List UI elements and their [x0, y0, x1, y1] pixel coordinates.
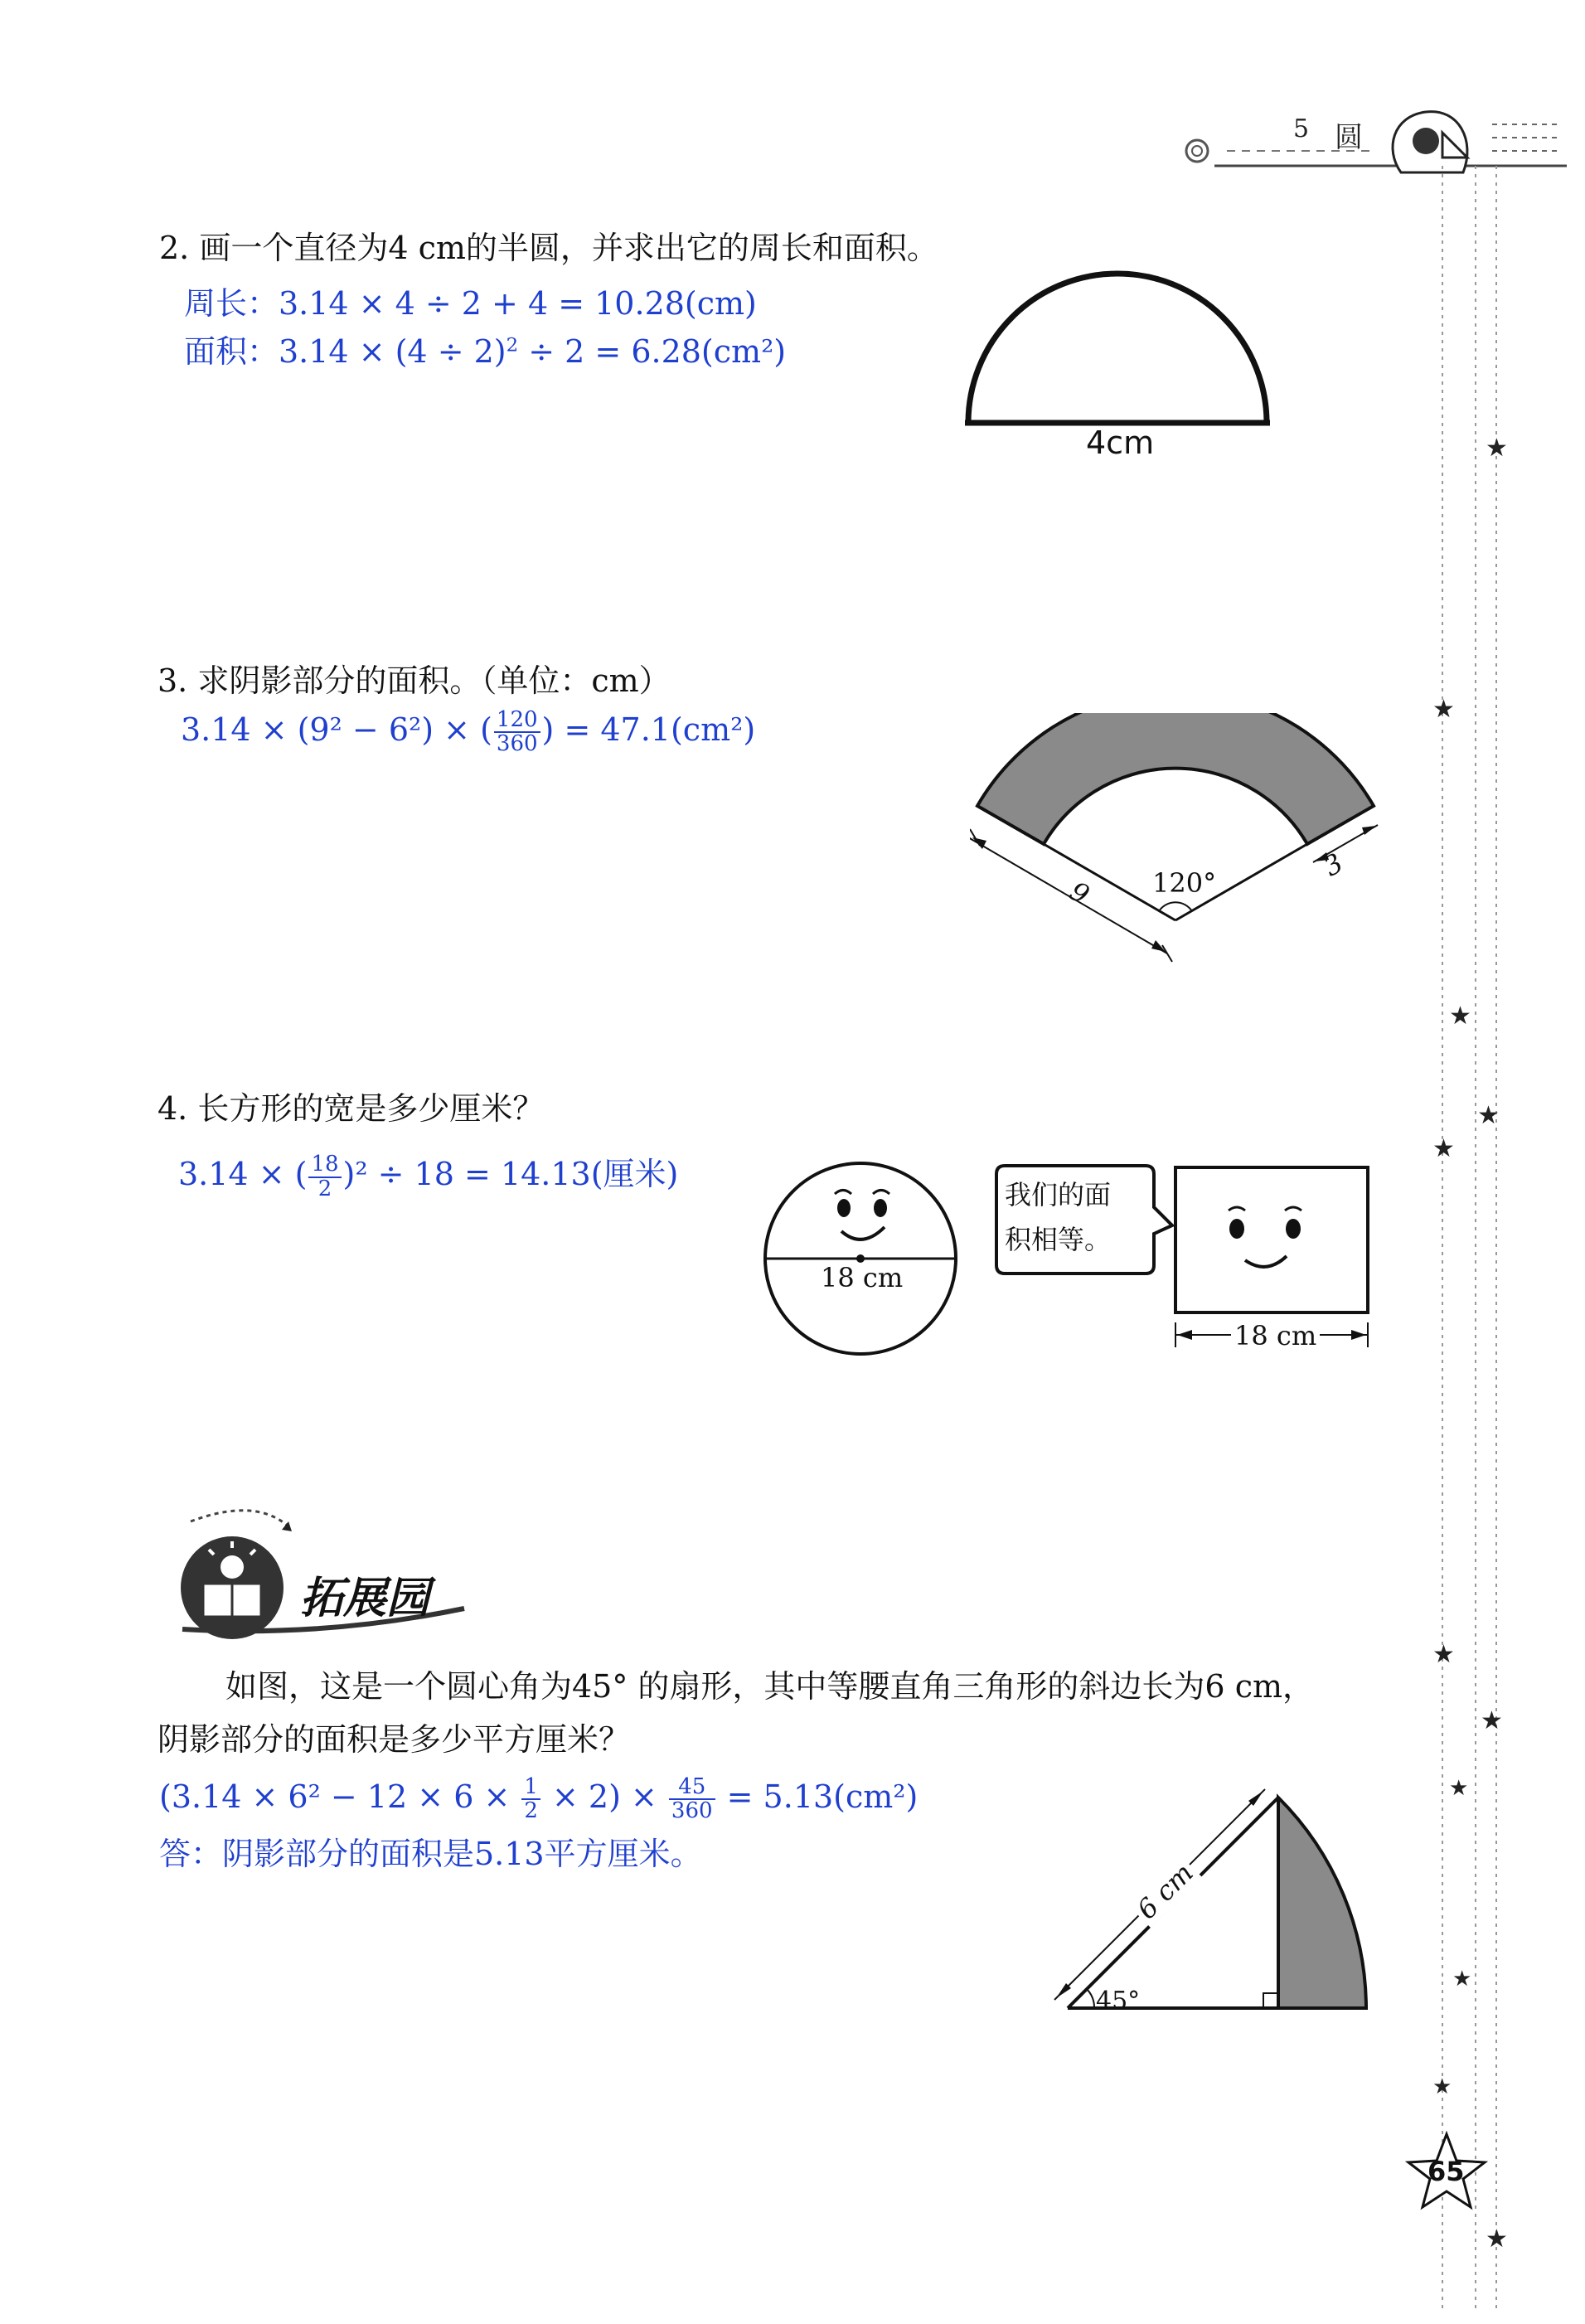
star-icon: ★: [1477, 1101, 1500, 1130]
q3-question: 3. 求阴影部分的面积。（单位：cm）: [158, 662, 671, 699]
annulus-radius-label: 9: [1064, 875, 1095, 911]
star-icon: ★: [1432, 1134, 1455, 1163]
chapter-title: 圆: [1335, 121, 1363, 154]
ext-answer-suffix: = 5.13(cm²): [716, 1778, 919, 1815]
sector-triangle-figure: [1045, 1774, 1376, 2031]
star-icon: ★: [1432, 695, 1455, 724]
extension-text-line-2: 阴影部分的面积是多少平方厘米？: [158, 1721, 631, 1758]
star-icon: ★: [1432, 2074, 1452, 2099]
extension-answer-formula: [159, 1776, 918, 1823]
chapter-number: 5: [1293, 114, 1310, 143]
ext-frac2-num: 45: [669, 1776, 715, 1800]
page-number: 65: [1427, 2156, 1465, 2187]
annulus-angle-label: 120°: [1152, 867, 1217, 899]
star-icon: ★: [1452, 1967, 1472, 1992]
q3-frac-num: 120: [494, 709, 540, 733]
q2-area-prefix: 面积：3.14 × (4 ÷ 2): [184, 333, 507, 370]
star-icon: ★: [1486, 2225, 1508, 2254]
q2-area-suffix: ÷ 2 = 6.28(cm²): [518, 333, 787, 370]
star-icon: ★: [1449, 1002, 1471, 1031]
q4-answer: [178, 1148, 678, 1201]
q2-area-exponent: 2: [506, 334, 519, 357]
ext-answer-prefix: (3.14 × 6² − 12 × 6 ×: [159, 1778, 521, 1815]
star-icon: ★: [1481, 1706, 1503, 1735]
circle-diameter-label: 18 cm: [821, 1262, 904, 1293]
extension-text-line-1: 如图，这是一个圆心角为45° 的扇形，其中等腰直角三角形的斜边长为6 cm，: [225, 1668, 1315, 1705]
q3-fraction: [494, 709, 540, 756]
q4-answer-suffix: )² ÷ 18 = 14.13(厘米): [342, 1156, 679, 1192]
q2-answer-perimeter: 周长：3.14 × 4 ÷ 2 + 4 = 10.28(cm): [184, 285, 757, 322]
star-icon: ★: [1486, 434, 1508, 463]
q4-question: 4. 长方形的宽是多少厘米？: [158, 1090, 545, 1127]
speech-line-1: 我们的面: [1005, 1179, 1112, 1211]
ext-frac2-den: 360: [671, 1798, 713, 1824]
triangle-angle-label: 45°: [1096, 1987, 1141, 2016]
q4-frac-num: 18: [308, 1153, 341, 1177]
section-title: 拓展园: [300, 1574, 430, 1623]
extension-answer-statement: 答：阴影部分的面积是5.13平方厘米。: [159, 1836, 702, 1872]
margin-decoration: [1409, 166, 1525, 2313]
ext-fraction-1: [521, 1776, 540, 1823]
annulus-width-label: 3: [1317, 847, 1349, 883]
q3-answer: [181, 709, 755, 756]
ext-answer-mid: × 2) ×: [541, 1778, 667, 1815]
hypotenuse-label: 6 cm: [1128, 1855, 1201, 1928]
ext-frac1-num: 1: [521, 1776, 540, 1800]
square-side-label: 18 cm: [1231, 1320, 1320, 1351]
ext-fraction-2: [669, 1776, 715, 1823]
q3-answer-prefix: 3.14 × (9² − 6²) × (: [181, 711, 492, 748]
circle-face-figure: [759, 1157, 966, 1364]
q4-answer-prefix: 3.14 × (: [178, 1156, 308, 1192]
q2-answer-area: [184, 326, 786, 371]
speech-line-2: 积相等。: [1005, 1224, 1112, 1255]
q3-answer-suffix: ) = 47.1(cm²): [541, 711, 756, 748]
q2-question: 2. 画一个直径为4 cm的半圆，并求出它的周长和面积。: [159, 230, 938, 266]
ext-frac1-den: 2: [524, 1798, 538, 1824]
semicircle-diameter-label: 4cm: [1086, 425, 1155, 461]
star-icon: ★: [1432, 1640, 1455, 1669]
q4-fraction: [308, 1153, 341, 1201]
annulus-sector-figure: [970, 713, 1384, 978]
q3-frac-den: 360: [496, 731, 538, 757]
q4-frac-den: 2: [317, 1176, 332, 1201]
star-icon: ★: [1449, 1776, 1469, 1801]
